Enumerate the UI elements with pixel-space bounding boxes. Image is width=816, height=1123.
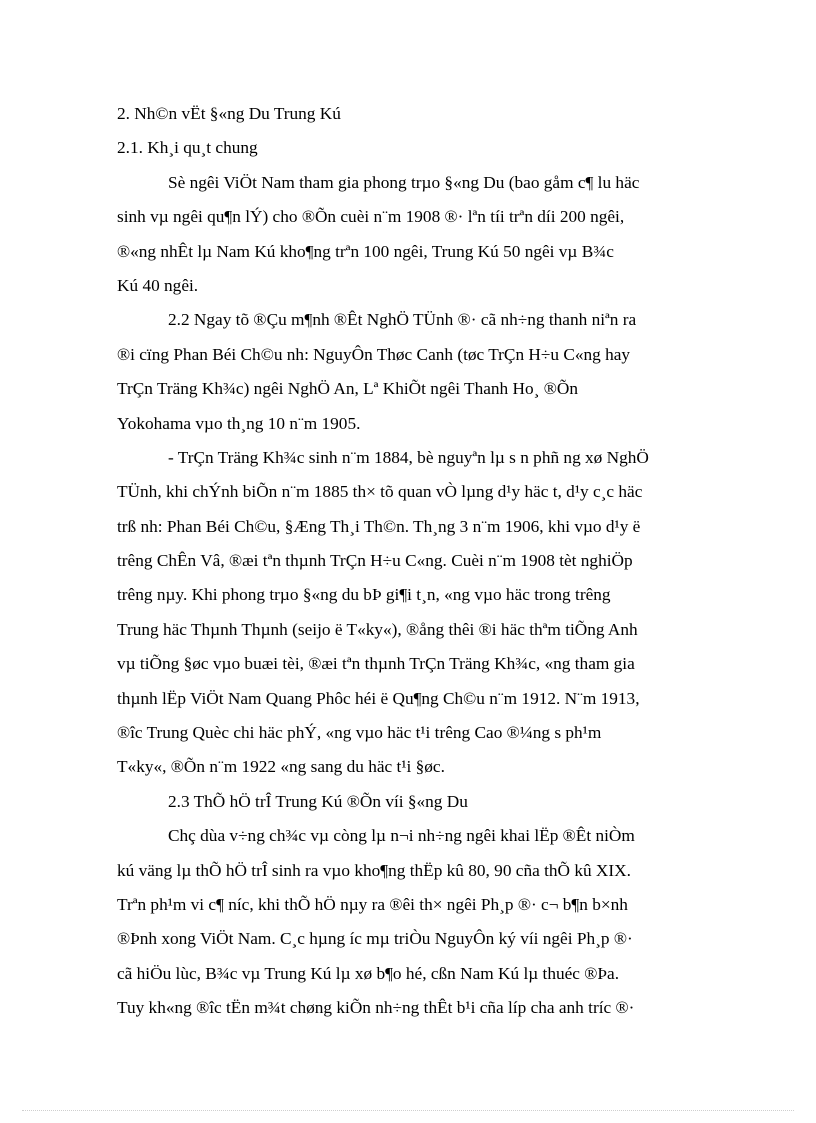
text-line: TrÇn Träng Kh¾c) ngêi NghÖ An, Lª KhiÕt ngêi Thanh Ho¸ ®Õn <box>117 379 578 399</box>
document-body <box>117 97 700 1026</box>
text-line: thµnh lËp ViÖt Nam Quang Phôc héi ë Qu¶ng Ch©u n¨m 1912. N¨m 1913, <box>117 688 640 708</box>
text-line: Tuy kh«ng ®îc tËn m¾t chøng kiÕn nh÷ng thÊt b¹i cña líp cha anh tríc ®· <box>117 998 635 1018</box>
text-line: ®Þnh xong ViÖt Nam. C¸c hµng íc mµ triÒu NguyÔn ký víi ngêi Ph¸p ®· <box>117 929 633 949</box>
text-line: TÜnh, khi chÝnh biÕn n¨m 1885 th× tõ quan vÒ lµng d¹y häc t, d¹y c¸c häc <box>117 482 643 502</box>
text-line: ®îc Trung Quèc chi häc phÝ, «ng vµo häc t¹i trêng Cao ®¼ng s ph¹m <box>117 723 602 743</box>
paragraph-list <box>117 166 700 1026</box>
paragraph <box>117 785 700 819</box>
text-line: ®«ng nhÊt lµ Nam Kú kho¶ng trªn 100 ngêi, Trung Kú 50 ngêi vµ B¾c <box>117 241 614 261</box>
text-line: Sè ngêi ViÖt Nam tham gia phong trµo §«ng Du (bao gåm c¶ lu häc <box>168 172 640 192</box>
text-line: Trung häc Thµnh Thµnh (seijo ë T«ky«), ®ång thêi ®i häc thªm tiÕng Anh <box>117 619 638 639</box>
text-line: sinh vµ ngêi qu¶n lÝ) cho ®Õn cuèi n¨m 1908 ®· lªn tíi trªn díi 200 ngêi, <box>117 207 625 227</box>
paragraph <box>117 819 700 1025</box>
section-heading: 2. Nh©n vËt §«ng Du Trung Kú <box>117 104 341 123</box>
subsection-heading: 2.1. Kh¸i qu¸t chung <box>117 138 258 158</box>
text-line: Chç dùa v÷ng ch¾c vµ còng lµ n¬i nh÷ng ngêi khai lËp ®Êt niÒm <box>168 826 635 846</box>
text-line: 2.3 ThÕ hÖ trÎ Trung Kú ®Õn víi §«ng Du <box>168 791 468 811</box>
text-line: kú väng lµ thÕ hÖ trÎ sinh ra vµo kho¶ng thËp kû 80, 90 cña thÕ kû XIX. <box>117 860 631 880</box>
text-line: Yokohama vµo th¸ng 10 n¨m 1905. <box>117 413 361 433</box>
text-line: Trªn ph¹m vi c¶ níc, khi thÕ hÖ nµy ra ®êi th× ngêi Ph¸p ®· c¬ b¶n b×nh <box>117 894 628 914</box>
text-line: trß nh: Phan Béi Ch©u, §Æng Th¸i Th©n. Th¸ng 3 n¨m 1906, khi vµo d¹y ë <box>117 516 641 536</box>
text-line: trêng nµy. Khi phong trµo §«ng du bÞ gi¶i t¸n, «ng vµo häc trong trêng <box>117 585 611 605</box>
text-line: cã hiÖu lùc, B¾c vµ Trung Kú lµ xø b¶o hé, cßn Nam Kú lµ thuéc ®Þa. <box>117 963 620 983</box>
text-line: T«ky«, ®Õn n¨m 1922 «ng sang du häc t¹i §øc. <box>117 757 445 777</box>
text-line: trêng ChÊn Vâ, ®æi tªn thµnh TrÇn H÷u C«ng. Cuèi n¨m 1908 tèt nghiÖp <box>117 551 633 571</box>
text-line: vµ tiÕng §øc vµo buæi tèi, ®æi tªn thµnh TrÇn Träng Kh¾c, «ng tham gia <box>117 654 635 674</box>
text-line: - TrÇn Träng Kh¾c sinh n¨m 1884, bè nguyªn lµ s n phñ ng xø NghÖ <box>168 447 649 467</box>
text-line: Kú 40 ngêi. <box>117 275 199 295</box>
page-bottom-rule <box>22 1110 794 1111</box>
text-line: 2.2 Ngay tõ ®Çu m¶nh ®Êt NghÖ TÜnh ®· cã nh÷ng thanh niªn ra <box>168 310 637 330</box>
paragraph <box>117 303 700 441</box>
text-line: ®i cïng Phan Béi Ch©u nh: NguyÔn Thøc Canh (tøc TrÇn H÷u C«ng hay <box>117 344 631 364</box>
paragraph <box>117 441 700 785</box>
paragraph <box>117 166 700 304</box>
